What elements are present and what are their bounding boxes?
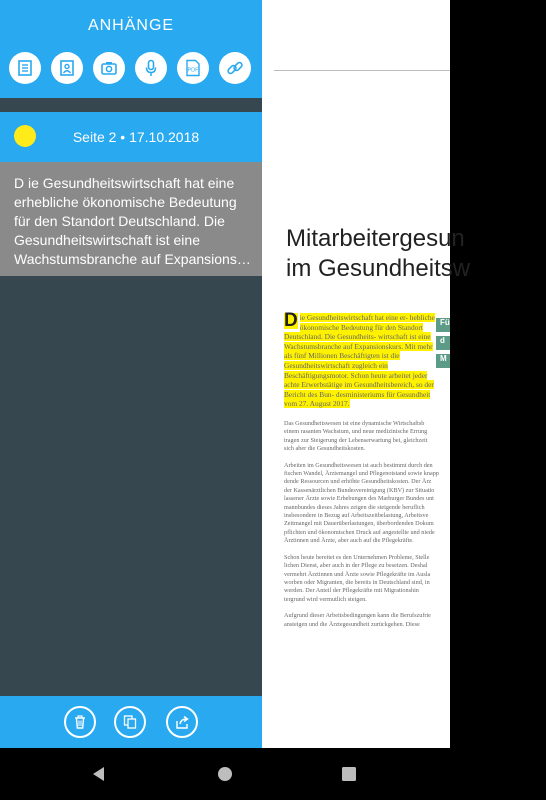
article-line: Zeitmangel mit Dauerüberlastungen, überbordenden Dokum <box>284 520 434 528</box>
camera-button[interactable] <box>93 52 125 84</box>
camera-icon <box>99 58 119 78</box>
back-button[interactable] <box>89 764 109 784</box>
link-button[interactable] <box>219 52 251 84</box>
article-line: Schon heute bereitet es den Unternehmen Probleme, Stelle <box>284 553 430 561</box>
pdf-icon <box>183 58 203 78</box>
home-button[interactable] <box>215 764 235 784</box>
copy-button[interactable] <box>114 706 146 738</box>
microphone-icon <box>141 58 161 78</box>
article-line: der Kassenärztlichen Bundesvereinigung (KBV) zur Situatio <box>284 486 435 494</box>
article-line: fischen Wandel, Ärztemangel und Pflegenotstand sowie knapp <box>284 470 439 478</box>
note-card-header[interactable] <box>0 112 262 162</box>
sidebar-footer <box>0 696 262 748</box>
pdf-button[interactable] <box>177 52 209 84</box>
highlighted-lead-paragraph[interactable] <box>284 310 440 409</box>
drop-cap: D <box>284 310 298 331</box>
article-line: sich aber die Gesundheitskosten. <box>284 445 366 453</box>
article-line: tragen zur Steigerung der Lebenserwartung bei, gleichzeit <box>284 436 428 444</box>
recents-button[interactable] <box>339 764 359 784</box>
back-icon <box>90 765 108 783</box>
article-line: worben oder Migranten, die bereits in Deutschland sind, in <box>284 578 430 586</box>
sidebar-divider <box>0 98 262 112</box>
contact-card-icon <box>57 58 77 78</box>
article-line: Aufgrund dieser Arbeitsbedingungen kann die Berufszufrie <box>284 612 431 620</box>
article-line: Arbeiten im Gesundheitswesen ist auch bestimmt durch den <box>284 461 433 469</box>
sidebar-box-1: Fü <box>436 318 450 332</box>
article-body <box>284 420 454 637</box>
article-paragraph <box>284 612 454 629</box>
system-navigation-bar <box>0 748 450 800</box>
article-line: Ärztinnen und Ärzte, aber auch auf die Pflegekräfte. <box>284 537 414 545</box>
document-page[interactable] <box>262 0 471 748</box>
article-paragraph <box>284 554 454 604</box>
recents-icon <box>340 765 358 783</box>
trash-icon <box>72 714 88 730</box>
article-line: insbesondere in Bezug auf Arbeitszeitbelastung, Arbeitsve <box>284 512 429 520</box>
share-icon <box>174 714 190 730</box>
article-paragraph <box>284 420 454 454</box>
article-paragraph <box>284 462 454 546</box>
delete-button[interactable] <box>64 706 96 738</box>
svg-text:PDF: PDF <box>187 67 199 74</box>
note-card[interactable] <box>0 162 262 276</box>
article-title <box>286 224 546 284</box>
note-text: D ie Gesundheitswirtschaft hat eine erhebliche ökonomische Bedeutung für den Standort Deutschland. Die Gesundheitswirtschaft ist eine Wachstumsbranche auf Expansions… <box>14 175 251 267</box>
article-line: tergrund wird vermutlich steigen. <box>284 595 367 603</box>
article-line: dende Ressourcen und erhöhte Gesundheitskosten. Der Ärz <box>284 478 432 486</box>
article-line: Das Gesundheitswesen ist eine dynamische Wirtschaftsb <box>284 420 425 427</box>
article-line: mannbundes dieses Jahres zeigen die steigende beruflich <box>284 503 425 511</box>
article-title-line-1: Mitarbeitergesun <box>286 225 465 252</box>
highlighted-text: ie Gesundheitswirtschaft hat eine er- hebliche ökonomische Bedeutung für den Standort Deutschland. Die Gesundheits- wirtschaft ist eine Wachstumsbranche auf Expansionskurs. Mit mehr als fünf Millionen Beschäftigten ist die Gesundheitswirtschaft zugleich ein Beschäftigungsmotor. Schon heute arbeitet jeder achte Erwerbstätige im Gesundheitsbereich, so der Bericht des Bun- desministeriums für Gesundheit vom 27. August 2017. <box>284 313 435 409</box>
microphone-button[interactable] <box>135 52 167 84</box>
article-line: lichen Dienst, aber auch in der Pflege zu besetzen. Deshal <box>284 562 428 570</box>
note-date: Seite 2 • 17.10.2018 <box>72 129 200 145</box>
article-line: vermehrt Ärztinnen und Ärzte sowie Pflegekräfte im Ausla <box>284 570 431 578</box>
article-line: ansteigen und die Ärztegesundheit zurückgehen. Diese <box>284 620 420 628</box>
sidebar-header <box>0 0 262 98</box>
page-rule <box>274 70 450 71</box>
copy-icon <box>122 714 138 730</box>
article-line: einem rasanten Wachstum, und neue medizinische Errung <box>284 428 428 436</box>
home-icon <box>216 765 234 783</box>
sidebar-box-3: M <box>436 354 450 368</box>
link-icon <box>225 58 245 78</box>
sidebar-box-2: d <box>436 336 450 350</box>
article-line: werden. Der Anteil der Pflegekräfte mit Migrationshin <box>284 587 419 595</box>
article-line: pflichten und ökonomischen Druck auf angestellte und niede <box>284 528 435 536</box>
article-title-line-2: im Gesundheitsw <box>286 255 471 282</box>
attachments-sidebar <box>0 0 262 748</box>
contact-card-button[interactable] <box>51 52 83 84</box>
sidebar-title: ANHÄNGE <box>87 17 175 34</box>
document-button[interactable] <box>9 52 41 84</box>
article-line: lassener Ärzte sowie Erhebungen des Marburger Bundes unt <box>284 495 434 503</box>
share-button[interactable] <box>166 706 198 738</box>
document-icon <box>15 58 35 78</box>
